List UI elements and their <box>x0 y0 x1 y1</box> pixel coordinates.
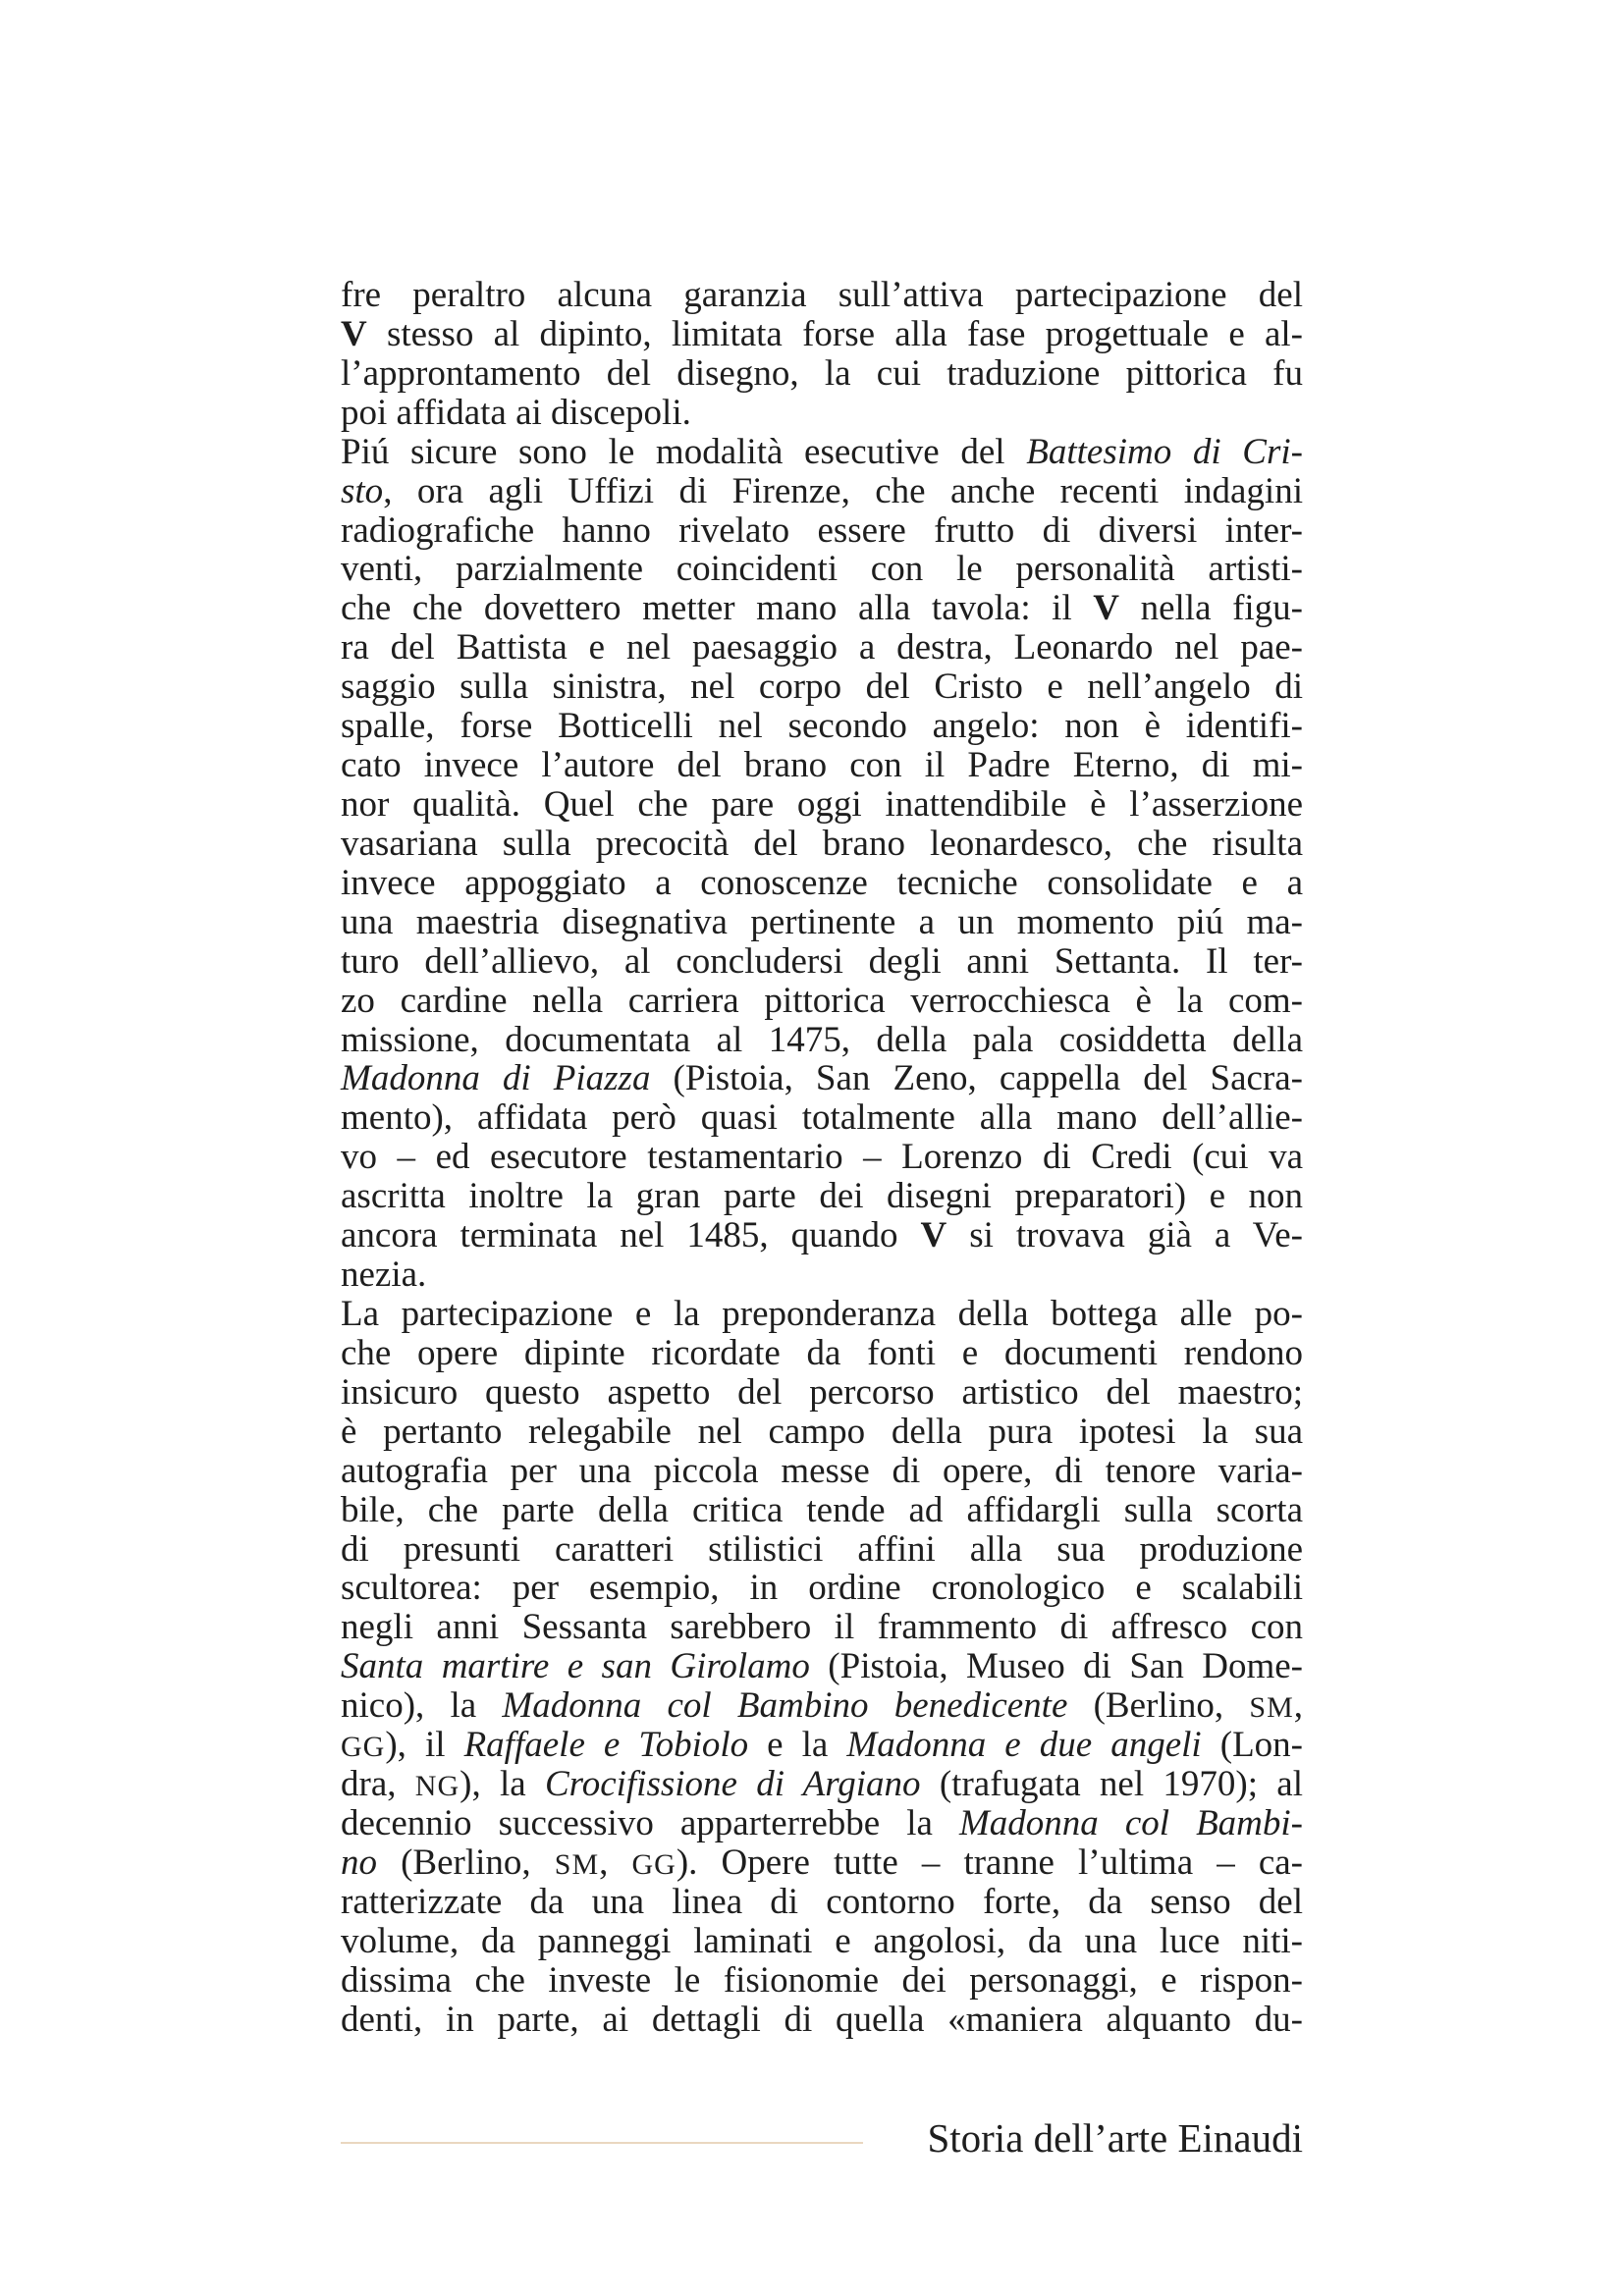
text-line <box>341 1098 1303 1138</box>
text-line <box>341 982 1303 1021</box>
text-line <box>341 1922 1303 1961</box>
text-segment: (Pistoia, San Zeno, cappella del Sacra- <box>650 1058 1303 1099</box>
text-segment: ra del Battista e nel paesaggio a destra, Leonardo nel pae- <box>341 627 1303 668</box>
text-segment: invece appoggiato a conoscenze tecniche consolidate e a <box>341 862 1303 903</box>
text-line <box>341 1961 1303 2001</box>
text-segment: che che dovettero metter mano alla tavola: il <box>341 588 1094 629</box>
text-line <box>341 1413 1303 1452</box>
text-segment: saggio sulla sinistra, nel corpo del Cristo e nell’angelo di <box>341 667 1303 708</box>
text-segment: è pertanto relegabile nel campo della pura ipotesi la sua <box>341 1411 1303 1452</box>
text-segment: vasariana sulla precocità del brano leonardesco, che risulta <box>341 823 1303 864</box>
text-segment: venti, parzialmente coincidenti con le personalità artisti- <box>341 549 1303 590</box>
text-segment: ascritta inoltre la gran parte dei disegni preparatori) e non <box>341 1176 1303 1217</box>
text-segment: scultorea: per esempio, in ordine cronologico e scalabili <box>341 1568 1303 1609</box>
text-segment: NG <box>414 1770 460 1803</box>
text-line <box>341 1216 1303 1255</box>
text-segment: dissima che investe le fisionomie dei personaggi, e rispon- <box>341 1959 1303 2001</box>
text-segment: autografia per una piccola messe di opere, di tenore varia- <box>341 1450 1303 1491</box>
text-line <box>341 1177 1303 1216</box>
page-footer <box>341 2109 1303 2167</box>
text-line <box>341 1686 1303 1726</box>
text-segment: e la <box>748 1725 847 1766</box>
text-line <box>341 1883 1303 1922</box>
text-segment: fre peraltro alcuna garanzia sull’attiva partecipazione del <box>341 275 1303 315</box>
text-segment: GG <box>631 1847 676 1881</box>
text-segment: , <box>1293 1685 1303 1727</box>
text-segment: denti, in parte, ai dettagli di quella «maniera alquanto du- <box>341 1999 1303 2040</box>
text-line <box>341 433 1303 472</box>
text-segment: insicuro questo aspetto del percorso artistico del maestro; <box>341 1371 1303 1413</box>
text-segment: V <box>341 313 367 354</box>
text-line <box>341 1843 1303 1883</box>
text-segment: bile, che parte della critica tende ad affidargli sulla scorta <box>341 1489 1303 1530</box>
text-segment: spalle, forse Botticelli nel secondo angelo: non è identifi- <box>341 706 1303 747</box>
text-line <box>341 667 1303 707</box>
text-line <box>341 746 1303 785</box>
text-segment: poi affidata ai discepoli. <box>341 392 691 433</box>
text-segment: , ora agli Uffizi di Firenze, che anche recenti indagini <box>383 470 1303 511</box>
text-segment: Crocifissione di Argiano <box>545 1764 921 1805</box>
text-segment: no <box>341 1842 377 1883</box>
text-line <box>341 550 1303 589</box>
text-segment: ), il <box>385 1725 464 1766</box>
text-segment: cato invece l’autore del brano con il Padre Eterno, di mi- <box>341 745 1303 786</box>
text-line <box>341 864 1303 903</box>
text-segment: SM <box>554 1847 600 1881</box>
text-segment: V <box>920 1215 947 1256</box>
text-line <box>341 1138 1303 1177</box>
text-line <box>341 1059 1303 1098</box>
text-line <box>341 1255 1303 1295</box>
text-line <box>341 942 1303 982</box>
text-segment: turo dell’allievo, al concludersi degli anni Settanta. Il ter- <box>341 940 1303 982</box>
text-segment: di presunti caratteri stilistici affini alla sua produzione <box>341 1528 1303 1570</box>
text-segment: nella figu- <box>1119 588 1303 629</box>
text-segment: Santa martire e san Girolamo <box>341 1646 810 1687</box>
body-text <box>341 276 1303 2039</box>
text-line <box>341 1452 1303 1491</box>
text-segment: vo – ed esecutore testamentario – Lorenzo di Credi (cui va <box>341 1137 1303 1178</box>
text-segment: stesso al dipinto, limitata forse alla fase progettuale e al- <box>366 313 1303 354</box>
text-segment: negli anni Sessanta sarebbero il frammento di affresco con <box>341 1607 1303 1648</box>
text-line <box>341 354 1303 394</box>
text-segment: Battesimo di Cri- <box>1026 431 1303 472</box>
text-segment: (Berlino, <box>377 1842 555 1883</box>
text-line <box>341 707 1303 746</box>
text-line <box>341 1765 1303 1804</box>
text-segment: ), la <box>460 1764 545 1805</box>
text-line <box>341 1295 1303 1334</box>
text-segment: Raffaele e Tobiolo <box>463 1725 749 1766</box>
text-line <box>341 1530 1303 1570</box>
text-segment: (trafugata nel 1970); al <box>920 1764 1304 1805</box>
text-segment: che opere dipinte ricordate da fonti e documenti rendono <box>341 1332 1303 1373</box>
text-segment: si trovava già a Ve- <box>947 1215 1303 1256</box>
text-segment: (Berlino, <box>1067 1685 1250 1727</box>
text-line <box>341 825 1303 864</box>
text-line <box>341 1647 1303 1686</box>
text-segment: Madonna col Bambino benedicente <box>502 1685 1068 1727</box>
text-line <box>341 511 1303 551</box>
text-line <box>341 1491 1303 1530</box>
footer-title: Storia dell’arte Einaudi <box>927 2115 1303 2161</box>
text-segment: Madonna e due angeli <box>846 1725 1202 1766</box>
text-line <box>341 2001 1303 2040</box>
text-segment: nor qualità. Quel che pare oggi inattendibile è l’asserzione <box>341 783 1303 825</box>
text-segment: SM <box>1249 1691 1294 1725</box>
text-segment: l’approntamento del disegno, la cui traduzione pittorica fu <box>341 352 1303 394</box>
text-segment: GG <box>341 1731 386 1764</box>
text-segment: missione, documentata al 1475, della pala cosiddetta della <box>341 1019 1303 1060</box>
text-line <box>341 589 1303 628</box>
text-segment: sto <box>341 470 384 511</box>
text-line <box>341 1804 1303 1843</box>
text-line <box>341 1726 1303 1765</box>
text-segment: (Lon- <box>1201 1725 1303 1766</box>
text-segment: La partecipazione e la preponderanza della bottega alle po- <box>341 1293 1303 1334</box>
text-line <box>341 628 1303 667</box>
text-segment: ). Opere tutte – tranne l’ultima – ca- <box>676 1842 1304 1883</box>
text-segment: V <box>1093 588 1120 629</box>
text-line <box>341 1334 1303 1373</box>
text-segment: Madonna col Bambi- <box>958 1802 1303 1843</box>
text-segment: mento), affidata però quasi totalmente alla mano dell’allie- <box>341 1097 1303 1139</box>
text-segment: (Pistoia, Museo di San Dome- <box>809 1646 1303 1687</box>
text-segment: nico), la <box>341 1685 503 1727</box>
text-segment: decennio successivo apparterrebbe la <box>341 1802 959 1843</box>
text-segment: , <box>599 1842 632 1883</box>
footer-rule <box>341 2142 863 2144</box>
text-segment: una maestria disegnativa pertinente a un momento piú ma- <box>341 901 1303 942</box>
text-line <box>341 394 1303 433</box>
text-segment: ancora terminata nel 1485, quando <box>341 1215 921 1256</box>
text-segment: nezia. <box>341 1255 427 1296</box>
text-segment: dra, <box>341 1764 415 1805</box>
text-line <box>341 903 1303 942</box>
text-line <box>341 276 1303 315</box>
text-segment: ratterizzate da una linea di contorno forte, da senso del <box>341 1881 1303 1922</box>
text-segment: zo cardine nella carriera pittorica verrocchiesca è la com- <box>341 980 1303 1021</box>
text-line <box>341 1608 1303 1647</box>
text-segment: volume, da panneggi laminati e angolosi, da una luce niti- <box>341 1920 1303 1961</box>
text-line <box>341 1021 1303 1060</box>
text-line <box>341 785 1303 825</box>
text-line <box>341 1373 1303 1413</box>
text-segment: radiografiche hanno rivelato essere frutto di diversi inter- <box>341 509 1303 551</box>
text-segment: Piú sicure sono le modalità esecutive del <box>341 431 1027 472</box>
text-line <box>341 1569 1303 1608</box>
text-segment: Madonna di Piazza <box>341 1058 651 1099</box>
text-line <box>341 472 1303 511</box>
text-line <box>341 315 1303 354</box>
